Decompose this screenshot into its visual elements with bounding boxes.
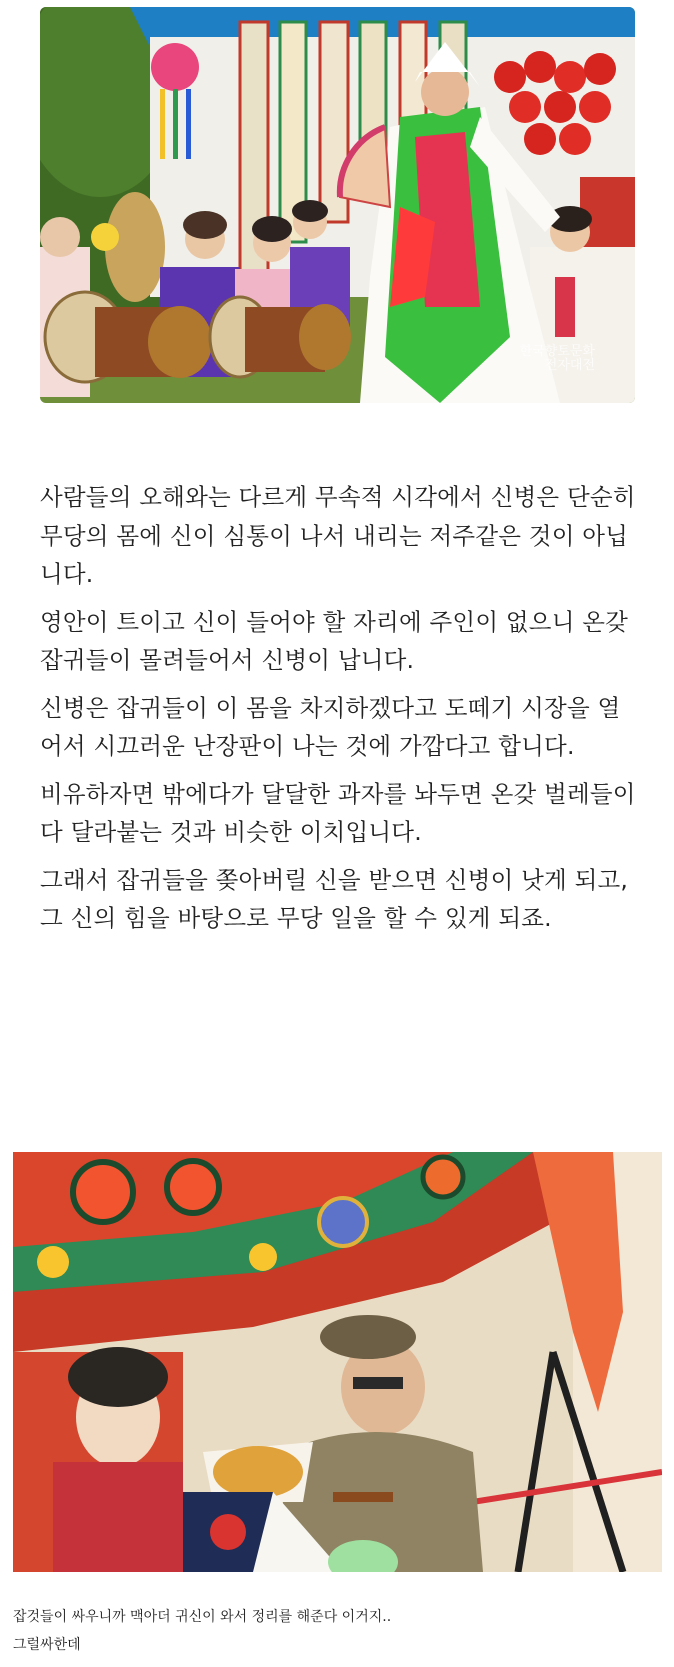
article-body	[40, 478, 640, 947]
watermark-line-2: 전자대전	[544, 358, 595, 373]
ritual-dance-photo	[40, 7, 635, 403]
shrine-painting-photo	[13, 1152, 662, 1572]
paragraph-5: 그래서 잡귀들을 쫒아버릴 신을 받으면 신병이 낫게 되고, 그 신의 힘을 바탕으로 무당 일을 할 수 있게 되죠.	[40, 865, 629, 932]
paragraph-2: 영안이 트이고 신이 들어야 할 자리에 주인이 없으니 온갖 잡귀들이 몰려들어서 신병이 납니다.	[40, 607, 629, 674]
shrine-painting-illustration	[13, 1152, 662, 1572]
paragraph-1: 사람들의 오해와는 다르게 무속적 시각에서 신병은 단순히 무당의 몸에 신이 심통이 나서 내리는 저주같은 것이 아닙니다.	[40, 483, 636, 588]
watermark	[520, 345, 595, 373]
paragraph-3: 신병은 잡귀들이 이 몸을 차지하겠다고 도떼기 시장을 열어서 시끄러운 난장판이 나는 것에 가깝다고 합니다.	[40, 693, 621, 760]
watermark-line-1: 한국향토문화	[519, 344, 595, 359]
caption	[13, 1603, 653, 1659]
caption-line-1: 잡것들이 싸우니까 맥아더 귀신이 와서 정리를 해준다 이거지..	[13, 1609, 392, 1625]
paragraph-4: 비유하자면 밖에다가 달달한 과자를 놔두면 온갖 벌레들이 다 달라붙는 것과 비슷한 이치입니다.	[40, 779, 636, 846]
caption-line-2: 그럴싸한데	[13, 1637, 81, 1653]
